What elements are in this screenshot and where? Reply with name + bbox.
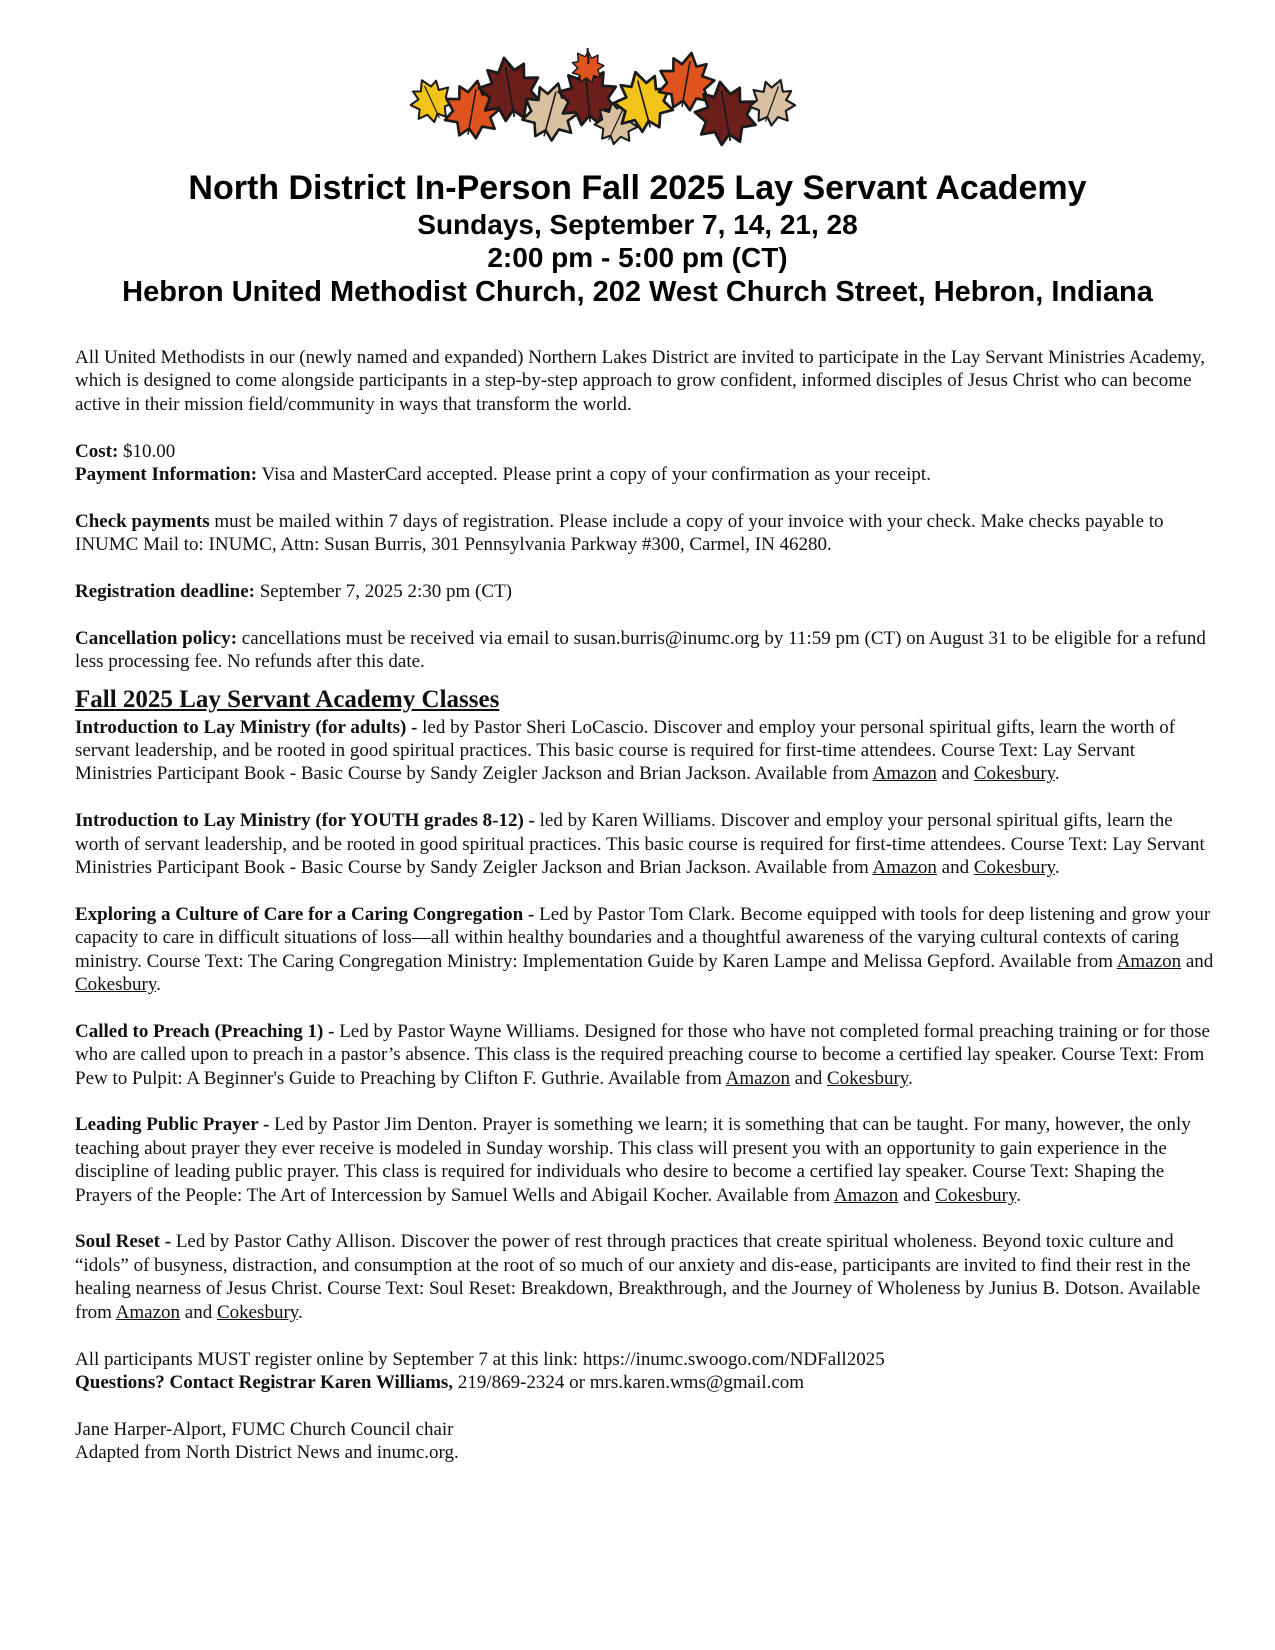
cokesbury-link[interactable]: Cokesbury [973, 763, 1055, 785]
class-description: Led by Pastor Tom Clark. Become equipped with tools for deep listening and grow your capacity to care in difficult situations of loss—all within healthy boundaries and a thoughtful awareness of the varying cultural contexts of caring ministry. Course Text: The Caring Congregation Ministry: Implementation Guide by Karen Lampe and Melissa Gepford. Available from [75, 903, 1211, 972]
event-location: Hebron United Methodist Church, 202 West Church Street, Hebron, Indiana [122, 276, 1153, 308]
class-entry: Called to Preach (Preaching 1) - Led by Pastor Wayne Williams. Designed for those who have not completed formal preaching training or for those who are called upon to preach in a pastor’s absence. This class is the required preaching course to become a certified lay speaker. Course Text: From Pew to Pulpit: A Beginner's Guide to Preaching by Clifton F. Guthrie. Available from Amazon and Cokesbury. [75, 1020, 1210, 1089]
cancellation-paragraph [75, 627, 1215, 674]
autumn-leaves-illustration [410, 40, 830, 150]
cost-value: $10.00 [123, 440, 176, 462]
payment-value: Visa and MasterCard accepted. Please print a copy of your confirmation as your receipt. [261, 464, 931, 486]
deadline-line [75, 580, 1215, 603]
class-description: Led by Pastor Wayne Williams. Designed for those who have not completed formal preaching training or for those who are called upon to preach in a pastor’s absence. This class is the required preaching course to become a certified lay speaker. Course Text: From Pew to Pulpit: A Beginner's Guide to Preaching by Clifton F. Guthrie. Available from [75, 1020, 1210, 1089]
class-title: Introduction to Lay Ministry (for adults) - [75, 716, 418, 738]
amazon-link[interactable]: Amazon [725, 1067, 791, 1089]
cokesbury-link[interactable]: Cokesbury [826, 1067, 909, 1089]
amazon-link[interactable]: Amazon [833, 1184, 899, 1206]
class-entry: Introduction to Lay Ministry (for YOUTH grades 8-12) - led by Karen Williams. Discover and employ your personal spiritual gifts, learn the worth of servant leadership, and be rooted in good spiritual practices. This basic course is required for first-time attendees. Course Text: Lay Servant Ministries Participant Book - Basic Course by Sandy Zeigler Jackson and Brian Jackson. Available from Amazon and Cokesbury. [75, 810, 1205, 879]
payment-line [75, 463, 1215, 486]
deadline-value: September 7, 2025 2:30 pm (CT) [259, 581, 512, 603]
class-title: Exploring a Culture of Care for a Caring Congregation - [75, 903, 535, 925]
class-description: led by Karen Williams. Discover and employ your personal spiritual gifts, learn the worth of servant leadership, and be rooted in good spiritual practices. This basic course is required for first-time attendees. Course Text: Lay Servant Ministries Participant Book - Basic Course by Sandy Zeigler Jackson and Brian Jackson. Available from [75, 810, 1205, 879]
cokesbury-link[interactable]: Cokesbury [75, 974, 157, 996]
class-entry: Soul Reset - Led by Pastor Cathy Allison. Discover the power of rest through practices that create spiritual wholeness. Beyond toxic culture and “idols” of busyness, distraction, and consumption at the root of so much of our anxiety and dis-ease, participants are invited to find their rest in the healing nearness of Jesus Christ. Course Text: Soul Reset: Breakdown, Breakthrough, and the Journey of Wholeness by Junius B. Dotson. Available from Amazon and Cokesbury. [75, 1231, 1201, 1323]
event-title: North District In-Person Fall 2025 Lay Servant Academy [188, 169, 1087, 207]
class-title: Introduction to Lay Ministry (for YOUTH grades 8-12) - [75, 810, 535, 832]
cokesbury-link[interactable]: Cokesbury [935, 1184, 1017, 1206]
event-time: 2:00 pm - 5:00 pm (CT) [487, 242, 788, 273]
class-entry: Introduction to Lay Ministry (for adults) - led by Pastor Sheri LoCascio. Discover and employ your personal spiritual gifts, learn the worth of servant leadership, and be rooted in good spiritual practices. This basic course is required for first-time attendees. Course Text: Lay Servant Ministries Participant Book - Basic Course by Sandy Zeigler Jackson and Brian Jackson. Available from Amazon and Cokesbury. [75, 716, 1176, 785]
amazon-link[interactable]: Amazon [1116, 950, 1182, 972]
check-value: must be mailed within 7 days of registration. Please include a copy of your invoice with your check. Make checks payable to INUMC Mail to: INUMC, Attn: Susan Burris, 301 Pennsylvania Parkway #300, Carmel, IN 46280. [75, 510, 1164, 556]
class-entry: Leading Public Prayer - Led by Pastor Jim Denton. Prayer is something we learn; it is something that can be taught. For many, however, the only teaching about prayer they ever receive is modeled in Sunday worship. This class will present you with an opportunity to gain experience in the discipline of leading public prayer. This class is required for individuals who desire to become a certified lay speaker. Course Text: Shaping the Prayers of the People: The Art of Intercession by Samuel Wells and Abigail Kocher. Available from Amazon and Cokesbury. [75, 1114, 1191, 1206]
signature-name: Jane Harper-Alport, FUMC Church Council chair [75, 1418, 454, 1440]
deadline-label: Registration deadline: [75, 581, 255, 603]
class-entry: Exploring a Culture of Care for a Caring Congregation - Led by Pastor Tom Clark. Become equipped with tools for deep listening and grow your capacity to care in difficult situations of loss—all within healthy boundaries and a thoughtful awareness of the varying cultural contexts of caring ministry. Course Text: The Caring Congregation Ministry: Implementation Guide by Karen Lampe and Melissa Gepford. Available from Amazon and Cokesbury. [75, 903, 1214, 996]
cancellation-label: Cancellation policy: [75, 627, 238, 649]
check-label: Check payments [75, 510, 210, 532]
class-title: Called to Preach (Preaching 1) - [75, 1020, 335, 1042]
questions-label: Questions? Contact Registrar Karen Williams, [75, 1371, 454, 1393]
questions-line [75, 1371, 1215, 1394]
cancellation-value: cancellations must be received via email to susan.burris@inumc.org by 11:59 pm (CT) on August 31 to be eligible for a refund less processing fee. No refunds after this date. [75, 627, 1206, 673]
payment-label: Payment Information: [75, 464, 258, 486]
class-description: Led by Pastor Cathy Allison. Discover the power of rest through practices that create spiritual wholeness. Beyond toxic culture and “idols” of busyness, distraction, and consumption at the root of so much of our anxiety and dis-ease, participants are invited to find their rest in the healing nearness of Jesus Christ. Course Text: Soul Reset: Breakdown, Breakthrough, and the Journey of Wholeness by Junius B. Dotson. Available from [75, 1231, 1201, 1323]
cost-label: Cost: [75, 440, 119, 462]
event-header [0, 168, 1275, 310]
amazon-link[interactable]: Amazon [115, 1301, 181, 1323]
registration-line: All participants MUST register online by September 7 at this link: https://inumc.swoogo.com/NDFall2025 [75, 1348, 885, 1370]
signature-source: Adapted from North District News and inumc.org. [75, 1442, 459, 1464]
questions-contact: 219/869-2324 or mrs.karen.wms@gmail.com [457, 1371, 805, 1393]
check-payments-paragraph [75, 510, 1215, 557]
class-title: Soul Reset - [75, 1231, 172, 1253]
document-body [75, 346, 1215, 1465]
class-description: Led by Pastor Jim Denton. Prayer is something we learn; it is something that can be taught. For many, however, the only teaching about prayer they ever receive is modeled in Sunday worship. This class will present you with an opportunity to gain experience in the discipline of leading public prayer. This class is required for individuals who desire to become a certified lay speaker. Course Text: Shaping the Prayers of the People: The Art of Intercession by Samuel Wells and Abigail Kocher. Available from [75, 1114, 1191, 1206]
class-description: led by Pastor Sheri LoCascio. Discover and employ your personal spiritual gifts, learn the worth of servant leadership, and be rooted in good spiritual practices. This basic course is required for first-time attendees. Course Text: Lay Servant Ministries Participant Book - Basic Course by Sandy Zeigler Jackson and Brian Jackson. Available from [75, 716, 1176, 785]
amazon-link[interactable]: Amazon [872, 763, 937, 785]
event-dates: Sundays, September 7, 14, 21, 28 [417, 209, 858, 240]
amazon-link[interactable]: Amazon [872, 857, 937, 879]
cokesbury-link[interactable]: Cokesbury [973, 857, 1055, 879]
classes-section-title: Fall 2025 Lay Servant Academy Classes [75, 685, 500, 713]
cokesbury-link[interactable]: Cokesbury [216, 1301, 299, 1323]
class-title: Leading Public Prayer - [75, 1114, 270, 1136]
intro-paragraph: All United Methodists in our (newly named and expanded) Northern Lakes District are invited to participate in the Lay Servant Ministries Academy, which is designed to come alongside participants in a step-by-step approach to grow confident, informed disciples of Jesus Christ who can become active in their mission field/community in ways that transform the world. [75, 347, 1206, 415]
cost-line [75, 440, 1215, 463]
